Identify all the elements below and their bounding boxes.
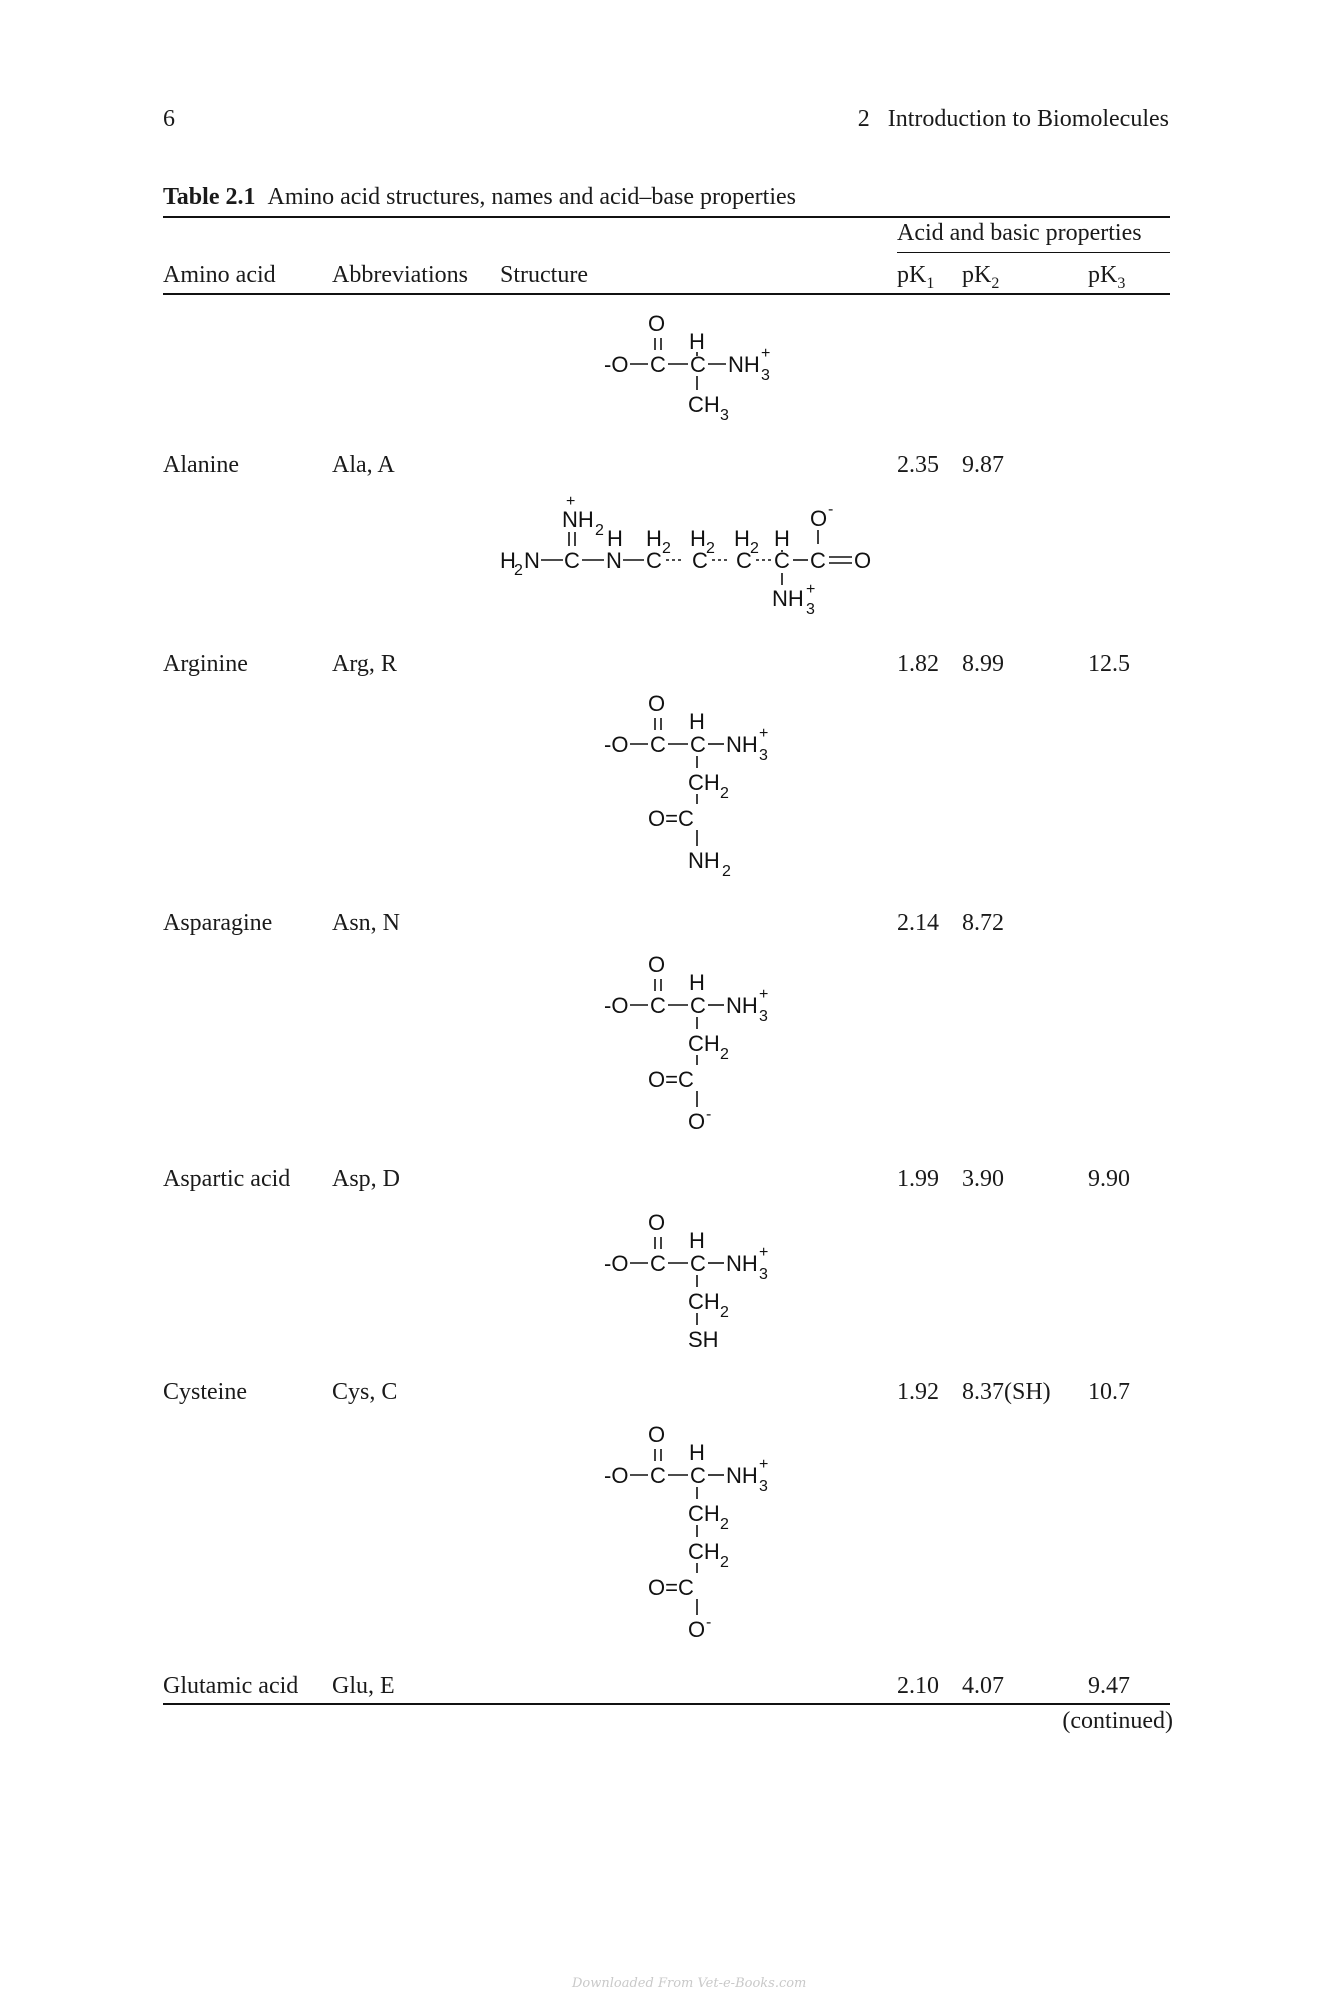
group-header: Acid and basic properties [897, 220, 1142, 246]
chapter-title: 2 Introduction to Biomolecules [857, 106, 1169, 132]
cell-abbreviation: Glu, E [332, 1673, 395, 1699]
cell-pk1: 2.14 [897, 910, 939, 936]
svg-text:CH: CH [688, 1501, 720, 1526]
svg-text:C: C [810, 548, 826, 573]
svg-text:O: O [648, 1422, 666, 1447]
svg-text:O=C: O=C [648, 806, 694, 831]
svg-text:CH: CH [688, 1031, 720, 1056]
svg-text:2: 2 [720, 785, 729, 802]
svg-text:NH: NH [562, 507, 594, 532]
svg-text:C: C [690, 352, 706, 377]
svg-text:H: H [689, 329, 705, 354]
svg-text:2: 2 [750, 540, 759, 557]
cell-amino-acid: Glutamic acid [163, 1673, 299, 1699]
svg-text:3: 3 [720, 407, 729, 424]
svg-text:C: C [650, 732, 666, 757]
svg-text:3: 3 [806, 601, 815, 618]
cell-abbreviation: Ala, A [332, 452, 395, 478]
svg-text:N: N [606, 548, 622, 573]
svg-text:O: O [854, 548, 872, 573]
cell-pk3: 9.47 [1088, 1673, 1130, 1699]
svg-text:2: 2 [720, 1304, 729, 1321]
svg-text:-O: -O [604, 1463, 629, 1488]
cell-pk2: 8.37(SH) [962, 1379, 1051, 1405]
col-header-amino-acid: Amino acid [163, 262, 276, 288]
cell-amino-acid: Aspartic acid [163, 1166, 291, 1192]
svg-text:CH: CH [688, 770, 720, 795]
atom: O [648, 311, 666, 336]
svg-text:C: C [690, 1463, 706, 1488]
cell-abbreviation: Arg, R [332, 651, 397, 677]
svg-text:O=C: O=C [648, 1067, 694, 1092]
structure-aspartic-acid [604, 952, 768, 1134]
svg-text:CH: CH [688, 392, 720, 417]
svg-text:C: C [690, 993, 706, 1018]
svg-text:NH: NH [726, 993, 758, 1018]
svg-text:C: C [650, 1463, 666, 1488]
svg-text:O=C: O=C [648, 1575, 694, 1600]
col-header-structure: Structure [500, 262, 588, 288]
svg-text:+: + [759, 986, 769, 1003]
svg-text:O: O [648, 1210, 666, 1235]
svg-text:-O: -O [604, 993, 629, 1018]
cell-abbreviation: Asn, N [332, 910, 401, 936]
cell-pk1: 2.35 [897, 452, 939, 478]
svg-text:O: O [648, 691, 666, 716]
svg-text:-O: -O [604, 352, 629, 377]
structure-alanine [604, 311, 770, 424]
table-bottom-rule [163, 1703, 1170, 1705]
cell-pk2: 4.07 [962, 1673, 1004, 1699]
col-header-pk2: $pK_2$ [962, 262, 1000, 292]
continued-note: (continued) [1062, 1708, 1173, 1734]
structure-asparagine [604, 691, 768, 880]
svg-text:H: H [734, 526, 750, 551]
cell-pk3: 10.7 [1088, 1379, 1130, 1405]
svg-text:H: H [774, 526, 790, 551]
svg-text:-: - [706, 1614, 712, 1631]
svg-text:-O: -O [604, 732, 629, 757]
svg-text:2: 2 [720, 1046, 729, 1063]
cell-amino-acid: Alanine [163, 452, 239, 478]
page-number: 6 [163, 106, 175, 132]
svg-text:C: C [650, 1251, 666, 1276]
svg-text:2: 2 [720, 1554, 729, 1571]
svg-text:+: + [759, 725, 769, 742]
svg-text:O: O [688, 1617, 706, 1642]
svg-text:H: H [689, 1228, 705, 1253]
svg-text:O: O [648, 952, 666, 977]
cell-amino-acid: Cysteine [163, 1379, 247, 1405]
svg-text:-: - [828, 501, 834, 518]
svg-text:+: + [759, 1244, 769, 1261]
cell-amino-acid: Asparagine [163, 910, 273, 936]
svg-text:C: C [774, 548, 790, 573]
cell-abbreviation: Asp, D [332, 1166, 401, 1192]
cell-pk2: 8.99 [962, 651, 1004, 677]
svg-text:2: 2 [662, 540, 671, 557]
structure-cysteine [604, 1210, 768, 1352]
svg-text:2: 2 [706, 540, 715, 557]
svg-text:H: H [689, 709, 705, 734]
svg-text:2: 2 [722, 863, 731, 880]
svg-text:NH: NH [688, 848, 720, 873]
cell-pk1: 1.92 [897, 1379, 939, 1405]
svg-text:C: C [650, 993, 666, 1018]
structure-glutamic-acid [604, 1422, 768, 1642]
cell-pk3: 9.90 [1088, 1166, 1130, 1192]
cell-pk1: 1.82 [897, 651, 939, 677]
svg-text:NH: NH [726, 1463, 758, 1488]
cell-amino-acid: Arginine [163, 651, 248, 677]
svg-text:2: 2 [720, 1516, 729, 1533]
svg-text:O: O [688, 1109, 706, 1134]
svg-text:3: 3 [759, 747, 768, 764]
svg-text:H: H [689, 970, 705, 995]
svg-text:C: C [690, 732, 706, 757]
svg-text:H: H [646, 526, 662, 551]
svg-text:2: 2 [595, 522, 604, 539]
svg-text:3: 3 [759, 1478, 768, 1495]
svg-text:+: + [806, 581, 816, 598]
structure-arginine [500, 493, 871, 618]
svg-text:O: O [810, 506, 828, 531]
col-header-pk3: $pK_3$ [1088, 262, 1126, 292]
svg-text:C: C [690, 1251, 706, 1276]
svg-text:C: C [646, 548, 662, 573]
svg-text:N: N [524, 548, 540, 573]
svg-text:+: + [566, 493, 576, 510]
svg-text:+: + [759, 1456, 769, 1473]
table-top-rule [163, 216, 1170, 218]
svg-text:C: C [650, 352, 666, 377]
svg-text:H: H [500, 548, 516, 573]
cell-pk2: 3.90 [962, 1166, 1004, 1192]
cell-pk1: 2.10 [897, 1673, 939, 1699]
group-header-rule [897, 252, 1170, 253]
cell-pk1: 1.99 [897, 1166, 939, 1192]
svg-text:SH: SH [688, 1327, 719, 1352]
svg-text:C: C [692, 548, 708, 573]
watermark: Downloaded From Vet-e-Books.com [572, 1976, 807, 1991]
svg-text:H: H [690, 526, 706, 551]
cell-pk2: 9.87 [962, 452, 1004, 478]
svg-text:NH: NH [728, 352, 760, 377]
table-caption-text: Amino acid structures, names and acid–base properties [267, 184, 796, 210]
svg-text:CH: CH [688, 1289, 720, 1314]
cell-abbreviation: Cys, C [332, 1379, 398, 1405]
svg-text:H: H [689, 1440, 705, 1465]
cell-pk3: 12.5 [1088, 651, 1130, 677]
svg-text:NH: NH [726, 732, 758, 757]
svg-text:CH: CH [688, 1539, 720, 1564]
svg-text:C: C [564, 548, 580, 573]
table-caption-label: Table 2.1 [163, 184, 256, 210]
table-caption [163, 184, 796, 211]
svg-text:C: C [736, 548, 752, 573]
svg-text:NH: NH [772, 586, 804, 611]
cell-pk2: 8.72 [962, 910, 1004, 936]
header-bottom-rule [163, 293, 1170, 295]
svg-text:+: + [761, 345, 771, 362]
svg-text:NH: NH [726, 1251, 758, 1276]
svg-text:3: 3 [759, 1266, 768, 1283]
svg-text:2: 2 [514, 562, 523, 579]
col-header-pk1: $pK_1$ [897, 262, 935, 292]
svg-text:3: 3 [761, 367, 770, 384]
svg-text:H: H [607, 526, 623, 551]
svg-text:-: - [706, 1106, 712, 1123]
svg-text:-O: -O [604, 1251, 629, 1276]
col-header-abbreviations: Abbreviations [332, 262, 468, 288]
svg-text:3: 3 [759, 1008, 768, 1025]
